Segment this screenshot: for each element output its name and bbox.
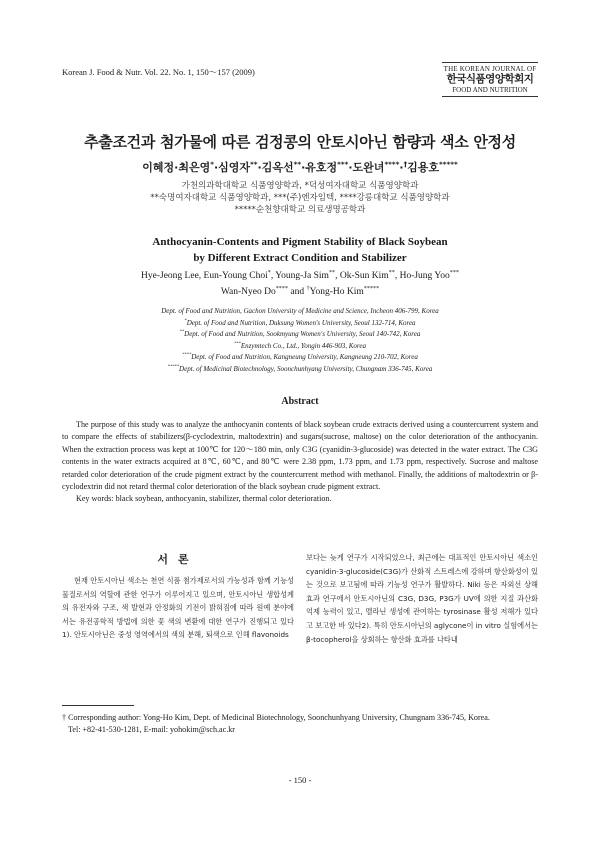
journal-logo-box xyxy=(442,62,538,97)
author-name: 도완녀 xyxy=(352,161,385,174)
author-name: Hye-Jeong Lee xyxy=(141,271,199,281)
author-separator: · xyxy=(213,161,219,174)
affiliation-sup: ***** xyxy=(167,363,180,369)
abstract-text: The purpose of this study was to analyze the anthocyanin contents of black soybean crude extracts derived using a countercurrent system and to compare the effects of stabilizers(β-cyclodextrin, maltodextrin) and sugars(sucrose, maltose) on the color deterioration of the anthocyanin. When the extraction process was kept at 100℃ for 120～180 min, only C3G (cyanidin-3-glucoside) was detected in the water extract. The C3G contents in the water extracts acquired at 8℃, 60℃, and 80℃ were 2.38 ppm, 1.73 ppm, and 1.73 ppm, respectively. Sucrose and maltose retarded color deterioration of the crude pigment extract by the countercurrent method with methanol. Finally, the additions of maltodextrin or β-cyclodextrin did not retard thermal color deterioration of the black soybean crude pigment extract. xyxy=(62,420,538,492)
author-name: 김옥선 xyxy=(261,161,294,174)
author-name: Eun-Young Choi xyxy=(203,271,268,281)
author-name: 유호정 xyxy=(305,161,338,174)
intro-column-left xyxy=(62,574,294,642)
author-name: 이혜정 xyxy=(142,161,175,174)
korean-affiliation-line: *****순천향대학교 의료생명공학과 xyxy=(234,205,366,215)
author-name: 김용호 xyxy=(407,161,440,174)
intro-column-right xyxy=(306,551,538,646)
journal-citation: Korean J. Food & Nutr. Vol. 22. No. 1, 150～157 (2009) xyxy=(62,67,255,77)
keywords: Key words: black soybean, anthocyanin, stabilizer, thermal color deterioration. xyxy=(76,494,332,504)
author-separator: · xyxy=(399,161,404,174)
corresponding-mark: † xyxy=(403,159,408,169)
author-sup: ***** xyxy=(439,159,458,169)
author-sup: ** xyxy=(250,159,258,169)
journal-name-bottom: FOOD AND NUTRITION xyxy=(442,86,538,97)
author-name: Ok-Sun Kim xyxy=(339,271,389,281)
footnote-line1: † Corresponding author: Yong-Ho Kim, Dept. of Medicinal Biotechnology, Soonchunhyang University, Chungnam 336-745, Korea. xyxy=(62,713,490,722)
affiliation-text: Dept. of Food and Nutrition, Kangneung University, Kangneung 210-702, Korea xyxy=(191,353,418,361)
korean-title: 추출조건과 첨가물에 따른 검정콩의 안토시아닌 함량과 색소 안정성 xyxy=(84,133,516,151)
page-number: - 150 - xyxy=(288,775,312,785)
affiliation-sup: * xyxy=(184,317,187,323)
affiliation-sup: *** xyxy=(234,340,241,346)
affiliation-text: Dept. of Food and Nutrition, Gachon University of Medicine and Science, Incheon 406-799, Korea xyxy=(161,307,439,315)
english-title-line2: by Different Extract Condition and Stabilizer xyxy=(193,252,407,264)
section-heading-intro: 서론 xyxy=(157,553,199,566)
english-title-line1: Anthocyanin-Contents and Pigment Stability of Black Soybean xyxy=(152,236,448,248)
english-affiliation-line xyxy=(40,329,560,341)
author-name: Ho-Jung Yoo xyxy=(399,271,450,281)
intro-paragraph: 현재 안토시아닌 색소는 천연 식품 첨가제로서의 가능성과 함께 기능성 물질로서의 역할에 관한 연구가 이루어지고 있으며, 안토시아닌 생합성계의 유전자와 구조, 색 발현과 안정화의 기전이 밝혀짐에 따라 원예 분야에서는 유전공학적 방법에 의한 꽃 색의 변환에 대한 연구가 진행되고 있다1). 안토시아닌은 중성 영역에서의 색의 분해, 퇴색으로 인해 flavonoids xyxy=(62,576,294,640)
footnote xyxy=(62,712,538,736)
author-name: Wan-Nyeo Do xyxy=(220,287,276,297)
korean-affiliations xyxy=(40,180,560,216)
korean-affiliation-line: 가천의과학대학교 식품영양학과, *덕성여자대학교 식품영양학과 xyxy=(181,181,419,191)
intro-paragraph: 보다는 늦게 연구가 시작되었으나, 최근에는 대표적인 안토시아닌 색소인 cyanidin-3-glucoside(C3G)가 산화적 스트레스에 강하며 항산화성이 있는 것으로 보고됨에 따라 기능성 연구가 활발하다. Niki 등은 자외선 상해 효과 연구에서 안토시아닌의 C3G, D3G, P3G가 UV에 의한 지질 과산화 억제 능력이 있고, 멜라닌 생성에 관여하는 tyrosinase 활성 저해가 있다고 보고한 바 있다2). 특히 안토시아닌의 aglycone이 in vitro 실험에서는 β-tocopherol을 상회하는 항산화 효과를 나타내 xyxy=(306,553,538,644)
affiliation-sup: ** xyxy=(179,328,185,334)
author-sup: *** xyxy=(337,159,349,169)
english-affiliations xyxy=(40,306,560,375)
author-separator: · xyxy=(257,161,262,174)
english-affiliation-line xyxy=(40,364,560,376)
author-sup: ** xyxy=(328,269,336,276)
affiliation-text: Dept. of Food and Nutrition, Duksung Women's University, Seoul 132-714, Korea xyxy=(186,318,416,327)
author-sup: ** xyxy=(293,159,302,169)
english-affiliation-line xyxy=(40,318,560,330)
english-authors-line2 xyxy=(40,287,560,297)
corresponding-mark: † xyxy=(306,285,310,292)
author-sup: * xyxy=(267,269,271,276)
and-text: and xyxy=(290,287,305,297)
author-sup: ** xyxy=(388,269,395,276)
english-affiliation-line xyxy=(40,341,560,353)
author-sup: * xyxy=(210,159,214,169)
korean-affiliation-line: **숙명여자대학교 식품영양학과, ***(주)엔자임텍, ****강릉대학교 식품영양학과 xyxy=(150,193,450,203)
author-separator: · xyxy=(348,161,353,174)
affiliation-text: Dept. of Medicinal Biotechnology, Soonchunhyang University, Chungnam 336-745, Korea xyxy=(179,364,433,373)
author-name: 최은영 xyxy=(178,161,211,174)
footnote-line2: Tel: +82-41-530-1281, E-mail: yohokim@sch.ac.kr xyxy=(68,725,235,734)
abstract-body xyxy=(62,419,538,506)
author-sup: **** xyxy=(275,285,289,292)
korean-authors xyxy=(40,159,560,175)
author-sup: **** xyxy=(384,159,400,169)
journal-name-top: THE KOREAN JOURNAL OF xyxy=(442,62,538,73)
author-sup: ***** xyxy=(363,285,380,292)
abstract-heading: Abstract xyxy=(281,396,319,407)
author-name: Young-Ja Sim xyxy=(275,271,329,281)
journal-name-korean: 한국식품영양학회지 xyxy=(446,73,534,85)
english-affiliation-line xyxy=(40,352,560,364)
footnote-divider xyxy=(62,705,134,706)
author-name: 심영자 xyxy=(218,161,251,174)
affiliation-text: Enzymtech Co., Ltd., Yongin 446-903, Korea xyxy=(240,341,366,350)
author-separator: · xyxy=(174,161,179,174)
author-separator: · xyxy=(301,161,306,174)
author-name: Yong-Ho Kim xyxy=(309,287,364,297)
english-affiliation-line xyxy=(40,306,560,318)
english-authors-line1: Hye-Jeong Lee, Eun-Young Choi*, Young-Ja Sim**, Ok-Sun Kim**, Ho-Jung Yoo*** xyxy=(141,269,459,281)
affiliation-text: Dept. of Food and Nutrition, Sookmyung Women's University, Seoul 140-742, Korea xyxy=(184,330,421,338)
author-sup: *** xyxy=(449,269,459,276)
affiliation-sup: **** xyxy=(182,351,192,357)
